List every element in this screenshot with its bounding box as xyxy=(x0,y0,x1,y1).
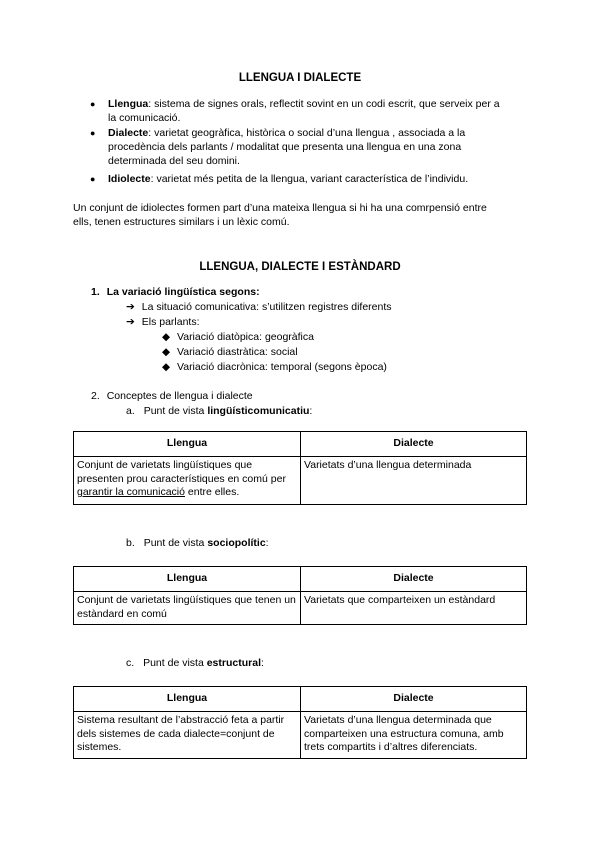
arrow-item-text: Els parlants: xyxy=(141,316,200,328)
definition-idiolecte xyxy=(108,172,548,186)
definition-line: determinada del seu domini. xyxy=(108,155,240,167)
paragraph-line: ells, tenen estructures similars i un lèxic comú. xyxy=(73,216,290,228)
table-row xyxy=(74,457,527,505)
header-dialecte: Dialecte xyxy=(301,432,527,457)
term: Dialecte xyxy=(108,127,149,139)
paragraph-line: Un conjunt de idiolectes formen part d’una mateixa llengua si hi ha una comrpensió entre xyxy=(73,202,487,214)
arrow-right-icon: ➔ xyxy=(126,301,135,313)
subsection-heading-b xyxy=(126,536,269,550)
subsection-prefix: Punt de vista xyxy=(143,537,208,549)
cell-underlined-text: garantir la comunicació xyxy=(77,486,185,498)
header-dialecte: Dialecte xyxy=(301,687,527,712)
subsection-suffix: : xyxy=(265,537,269,549)
term: Llengua xyxy=(108,98,149,110)
table-estructural xyxy=(73,686,527,759)
list-item-variacio xyxy=(91,285,260,299)
diamond-item-text: Variació diastràtica: social xyxy=(177,346,298,358)
diamond-icon: ◆ xyxy=(162,331,171,343)
diamond-icon: ◆ xyxy=(162,361,171,373)
diamond-icon: ◆ xyxy=(162,346,171,358)
bullet-icon: ● xyxy=(90,99,96,109)
cell-text-end: entre elles. xyxy=(184,486,240,498)
diamond-item-text: Variació diacrònica: temporal (segons època) xyxy=(177,361,387,373)
subsection-keyword: estructural xyxy=(206,657,261,669)
diamond-item-text: Variació diatòpica: geogràfica xyxy=(177,331,314,343)
cell-llengua xyxy=(74,592,301,625)
bullet-icon: ● xyxy=(90,174,96,184)
arrow-right-icon: ➔ xyxy=(126,316,135,328)
cell-dialecte: Varietats d’una llengua determinada xyxy=(301,457,527,505)
list-number: 2. xyxy=(91,390,100,402)
header-llengua: Llengua xyxy=(74,567,301,592)
definition-line: : varietat geogràfica, històrica o social d’una llengua , associada a la xyxy=(148,127,466,139)
subsection-letter: a. xyxy=(126,405,135,417)
arrow-item-parlants xyxy=(126,315,200,329)
table-header-row xyxy=(74,687,527,712)
table-linguisticomunicatiu xyxy=(73,431,527,505)
subsection-prefix: Punt de vista xyxy=(143,405,208,417)
arrow-item-text: La situació comunicativa: s’utilitzen registres diferents xyxy=(141,301,392,313)
cell-llengua xyxy=(74,712,301,759)
title-llengua-dialecte: LLENGUA I DIALECTE xyxy=(238,72,362,84)
definition-line: : varietat més petita de la llengua, variant característica de l’individu. xyxy=(150,173,469,185)
subsection-suffix: : xyxy=(309,405,313,417)
subsection-keyword: lingüísticomunicatiu xyxy=(207,405,310,417)
definition-line: procedència dels parlants / modalitat que presenta una llengua en una zona xyxy=(108,141,462,153)
table-row xyxy=(74,592,527,625)
cell-llengua xyxy=(74,457,301,505)
subsection-keyword: sociopolític xyxy=(207,537,266,549)
list-label: La variació lingüística segons: xyxy=(106,286,260,298)
definition-dialecte xyxy=(108,126,548,168)
definition-line: : sistema de signes orals, reflectit sovint en un codi escrit, que serveix per a xyxy=(148,98,500,110)
cell-text: Conjunt de varietats lingüístiques que presenten prou característiques en comú per xyxy=(77,459,286,485)
definition-llengua xyxy=(108,97,548,125)
cell-text: Sistema resultant de l’abstracció feta a partir dels sistemes de cada dialecte=conjunt de sistemes. xyxy=(77,714,285,753)
title-llengua-dialecte-estandard: LLENGUA, DIALECTE I ESTÀNDARD xyxy=(199,261,401,273)
list-label: Conceptes de llengua i dialecte xyxy=(106,390,253,402)
term: Idiolecte xyxy=(108,173,151,185)
paragraph-idiolectes xyxy=(73,201,543,229)
header-dialecte: Dialecte xyxy=(301,567,527,592)
cell-dialecte: Varietats que comparteixen un estàndard xyxy=(301,592,527,625)
arrow-item-situacio xyxy=(126,300,392,314)
header-llengua: Llengua xyxy=(74,687,301,712)
definition-line: la comunicació. xyxy=(108,112,181,124)
subsection-suffix: : xyxy=(261,657,264,669)
diamond-item-diatopica xyxy=(162,330,314,344)
table-row xyxy=(74,712,527,759)
bullet-icon: ● xyxy=(90,128,96,138)
subsection-heading-a xyxy=(126,404,312,418)
cell-dialecte: Varietats d’una llengua determinada que comparteixen una estructura comuna, amb trets compartits i d’altres diferenciats. xyxy=(301,712,527,759)
table-sociopolitic xyxy=(73,566,527,625)
subsection-letter: b. xyxy=(126,537,135,549)
diamond-item-diacronica xyxy=(162,360,387,374)
subsection-heading-c xyxy=(126,656,264,670)
header-llengua: Llengua xyxy=(74,432,301,457)
table-header-row xyxy=(74,432,527,457)
table-header-row xyxy=(74,567,527,592)
subsection-prefix: Punt de vista xyxy=(143,657,207,669)
subsection-letter: c. xyxy=(126,657,135,669)
cell-text: Conjunt de varietats lingüístiques que tenen un estàndard en comú xyxy=(77,594,296,620)
list-number: 1. xyxy=(91,286,100,298)
list-item-conceptes xyxy=(91,389,253,403)
diamond-item-diastratica xyxy=(162,345,298,359)
